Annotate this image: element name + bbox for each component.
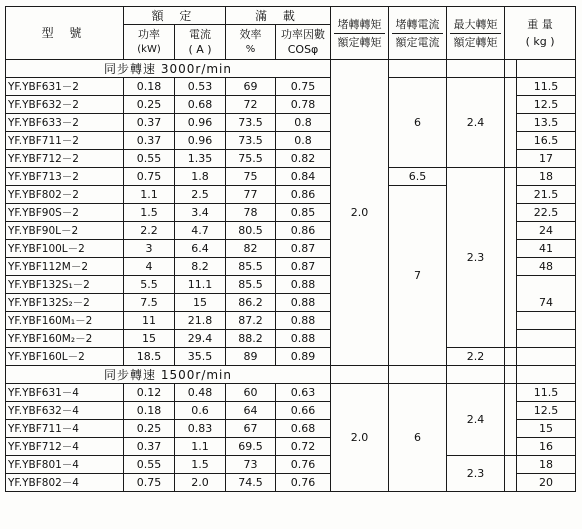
model-cell: YF.YBF632－2 (6, 96, 124, 114)
header-power-factor (276, 25, 331, 60)
blank-cell (505, 186, 517, 204)
header-model: 型 號 (6, 7, 124, 60)
locked-torque-3000: 2.0 (331, 60, 389, 366)
power-factor-cell: 0.76 (276, 456, 331, 474)
power-factor-cell: 0.72 (276, 438, 331, 456)
max-torque-1500-b: 2.3 (447, 456, 505, 492)
blank-cell (505, 204, 517, 222)
power-cell: 1.1 (124, 186, 175, 204)
efficiency-cell: 64 (226, 402, 276, 420)
model-cell: YF.YBF633－2 (6, 114, 124, 132)
model-cell: YF.YBF631－2 (6, 78, 124, 96)
section-title-row (6, 366, 576, 384)
blank-cell (505, 420, 517, 438)
current-cell: 4.7 (175, 222, 226, 240)
power-factor-cell: 0.88 (276, 330, 331, 348)
model-cell: YF.YBF132S₂－2 (6, 294, 124, 312)
weight-cell: 21.5 (517, 186, 576, 204)
power-factor-cell: 0.8 (276, 114, 331, 132)
blank-cell (517, 366, 576, 384)
power-cell: 0.75 (124, 168, 175, 186)
weight-cell: 24 (517, 222, 576, 240)
power-cell: 4 (124, 258, 175, 276)
header-weight-bottom: ( kg ) (525, 35, 555, 48)
current-cell: 1.1 (175, 438, 226, 456)
table-row (6, 384, 576, 402)
power-factor-cell: 0.76 (276, 474, 331, 492)
section-title-3000: 同步轉速 3000r/min (6, 60, 331, 78)
model-cell: YF.YBF632－4 (6, 402, 124, 420)
header-efficiency-unit: % (245, 44, 256, 55)
header-full-load: 滿 載 (226, 7, 331, 25)
locked-current-3000-a: 6 (389, 78, 447, 168)
power-cell: 15 (124, 330, 175, 348)
power-cell: 7.5 (124, 294, 175, 312)
blank-cell (505, 150, 517, 168)
blank-cell (505, 258, 517, 276)
efficiency-cell: 69 (226, 78, 276, 96)
power-cell: 3 (124, 240, 175, 258)
model-cell: YF.YBF90L－2 (6, 222, 124, 240)
power-cell: 0.37 (124, 132, 175, 150)
blank-cell (505, 402, 517, 420)
power-cell: 0.55 (124, 150, 175, 168)
power-cell: 0.25 (124, 96, 175, 114)
current-cell: 0.53 (175, 78, 226, 96)
weight-cell: 48 (517, 258, 576, 276)
blank-cell (505, 456, 517, 474)
efficiency-cell: 82 (226, 240, 276, 258)
header-max-torque (447, 7, 505, 60)
model-cell: YF.YBF801－4 (6, 456, 124, 474)
current-cell: 11.1 (175, 276, 226, 294)
blank-cell (505, 384, 517, 402)
header-power (124, 25, 175, 60)
efficiency-cell: 74.5 (226, 474, 276, 492)
weight-cell: 22.5 (517, 204, 576, 222)
efficiency-cell: 75.5 (226, 150, 276, 168)
model-cell: YF.YBF160L－2 (6, 348, 124, 366)
max-torque-3000-c: 2.2 (447, 348, 505, 366)
efficiency-cell: 72 (226, 96, 276, 114)
current-cell: 8.2 (175, 258, 226, 276)
weight-cell: 17 (517, 150, 576, 168)
efficiency-cell: 73.5 (226, 114, 276, 132)
weight-cell (517, 330, 576, 348)
efficiency-cell: 86.2 (226, 294, 276, 312)
header-locked-current-bottom: 額定電流 (395, 35, 440, 49)
table-row (6, 456, 576, 474)
locked-current-3000-b: 6.5 (389, 168, 447, 186)
table-row (6, 168, 576, 186)
model-cell: YF.YBF132S₁－2 (6, 276, 124, 294)
efficiency-cell: 69.5 (226, 438, 276, 456)
power-cell: 1.5 (124, 204, 175, 222)
power-factor-cell: 0.88 (276, 312, 331, 330)
header-current (175, 25, 226, 60)
blank-cell (505, 132, 517, 150)
blank-cell (505, 78, 517, 96)
power-cell: 0.37 (124, 114, 175, 132)
model-cell: YF.YBF802－4 (6, 474, 124, 492)
power-factor-cell: 0.86 (276, 186, 331, 204)
power-cell: 0.18 (124, 402, 175, 420)
current-cell: 0.96 (175, 132, 226, 150)
locked-current-3000-c: 7 (389, 186, 447, 366)
current-cell: 1.8 (175, 168, 226, 186)
power-factor-cell: 0.88 (276, 294, 331, 312)
blank-cell (505, 294, 517, 312)
weight-cell: 16.5 (517, 132, 576, 150)
header-efficiency (226, 25, 276, 60)
blank-cell (505, 222, 517, 240)
power-factor-cell: 0.88 (276, 276, 331, 294)
weight-cell: 11.5 (517, 384, 576, 402)
model-cell: YF.YBF160M₂－2 (6, 330, 124, 348)
section-title-row (6, 60, 576, 78)
power-factor-cell: 0.84 (276, 168, 331, 186)
blank-cell (505, 330, 517, 348)
power-cell: 0.12 (124, 384, 175, 402)
power-factor-cell: 0.87 (276, 240, 331, 258)
power-cell: 2.2 (124, 222, 175, 240)
power-factor-cell: 0.66 (276, 402, 331, 420)
blank-cell (331, 366, 389, 384)
weight-cell: 15 (517, 420, 576, 438)
blank-cell (447, 366, 505, 384)
blank-cell (517, 60, 576, 78)
header-current-unit: ( A ) (188, 43, 212, 56)
current-cell: 29.4 (175, 330, 226, 348)
power-factor-cell: 0.68 (276, 420, 331, 438)
model-cell: YF.YBF112M－2 (6, 258, 124, 276)
header-row-1 (6, 7, 576, 25)
blank-cell (505, 168, 517, 186)
blank-cell (505, 312, 517, 330)
power-factor-cell: 0.63 (276, 384, 331, 402)
blank-cell (389, 366, 447, 384)
header-max-torque-bottom: 額定轉矩 (453, 35, 498, 49)
current-cell: 21.8 (175, 312, 226, 330)
power-cell: 18.5 (124, 348, 175, 366)
power-cell: 11 (124, 312, 175, 330)
blank-cell (505, 114, 517, 132)
weight-cell: 41 (517, 240, 576, 258)
efficiency-cell: 73 (226, 456, 276, 474)
blank-cell (505, 366, 517, 384)
max-torque-3000-b: 2.3 (447, 168, 505, 348)
current-cell: 0.48 (175, 384, 226, 402)
model-cell: YF.YBF712－2 (6, 150, 124, 168)
model-cell: YF.YBF100L－2 (6, 240, 124, 258)
max-torque-1500-a: 2.4 (447, 384, 505, 456)
current-cell: 15 (175, 294, 226, 312)
model-cell: YF.YBF802－2 (6, 186, 124, 204)
header-locked-current (389, 7, 447, 60)
weight-cell: 16 (517, 438, 576, 456)
weight-cell: 74 (517, 276, 576, 312)
power-cell: 0.55 (124, 456, 175, 474)
efficiency-cell: 80.5 (226, 222, 276, 240)
efficiency-cell: 75 (226, 168, 276, 186)
model-cell: YF.YBF711－4 (6, 420, 124, 438)
header-power-unit: (kW) (137, 44, 161, 55)
weight-cell (517, 312, 576, 330)
current-cell: 3.4 (175, 204, 226, 222)
table-row (6, 348, 576, 366)
power-factor-cell: 0.78 (276, 96, 331, 114)
power-cell: 0.75 (124, 474, 175, 492)
efficiency-cell: 89 (226, 348, 276, 366)
efficiency-cell: 87.2 (226, 312, 276, 330)
model-cell: YF.YBF711－2 (6, 132, 124, 150)
header-power-factor-label: 功率因數 (281, 28, 326, 41)
power-factor-cell: 0.86 (276, 222, 331, 240)
blank-cell (389, 60, 447, 78)
current-cell: 0.96 (175, 114, 226, 132)
blank-cell (505, 276, 517, 294)
power-factor-cell: 0.89 (276, 348, 331, 366)
motor-spec-table (5, 6, 576, 492)
blank-cell (505, 240, 517, 258)
power-factor-cell: 0.87 (276, 258, 331, 276)
weight-cell: 13.5 (517, 114, 576, 132)
power-factor-cell: 0.82 (276, 150, 331, 168)
efficiency-cell: 67 (226, 420, 276, 438)
weight-cell: 11.5 (517, 78, 576, 96)
header-locked-torque-top: 堵轉轉矩 (334, 16, 385, 34)
current-cell: 35.5 (175, 348, 226, 366)
section-title-1500: 同步轉速 1500r/min (6, 366, 331, 384)
weight-cell: 18 (517, 456, 576, 474)
header-power-factor-unit: COSφ (287, 43, 319, 56)
current-cell: 1.35 (175, 150, 226, 168)
current-cell: 2.0 (175, 474, 226, 492)
power-cell: 0.25 (124, 420, 175, 438)
header-rated: 額 定 (124, 7, 226, 25)
header-current-label: 電流 (189, 28, 211, 41)
blank-cell (505, 474, 517, 492)
model-cell: YF.YBF90S－2 (6, 204, 124, 222)
header-locked-current-top: 堵轉電流 (392, 16, 443, 34)
weight-cell: 18 (517, 168, 576, 186)
current-cell: 1.5 (175, 456, 226, 474)
efficiency-cell: 77 (226, 186, 276, 204)
locked-torque-1500: 2.0 (331, 384, 389, 492)
max-torque-3000-a: 2.4 (447, 78, 505, 168)
efficiency-cell: 88.2 (226, 330, 276, 348)
blank-cell (505, 60, 517, 78)
locked-current-1500: 6 (389, 384, 447, 492)
header-weight-top: 重 量 (527, 18, 553, 31)
power-cell: 0.18 (124, 78, 175, 96)
model-cell: YF.YBF160M₁－2 (6, 312, 124, 330)
power-cell: 0.37 (124, 438, 175, 456)
weight-cell: 20 (517, 474, 576, 492)
blank-cell (447, 60, 505, 78)
blank-cell (505, 348, 517, 366)
model-cell: YF.YBF631－4 (6, 384, 124, 402)
blank-cell (505, 438, 517, 456)
header-max-torque-top: 最大轉矩 (450, 16, 501, 34)
header-locked-torque-bottom: 額定轉矩 (337, 35, 382, 49)
power-cell: 5.5 (124, 276, 175, 294)
current-cell: 0.68 (175, 96, 226, 114)
power-factor-cell: 0.8 (276, 132, 331, 150)
header-locked-torque (331, 7, 389, 60)
current-cell: 2.5 (175, 186, 226, 204)
efficiency-cell: 73.5 (226, 132, 276, 150)
power-factor-cell: 0.85 (276, 204, 331, 222)
model-cell: YF.YBF712－4 (6, 438, 124, 456)
table-row (6, 78, 576, 96)
efficiency-cell: 78 (226, 204, 276, 222)
efficiency-cell: 85.5 (226, 276, 276, 294)
model-cell: YF.YBF713－2 (6, 168, 124, 186)
header-weight (505, 7, 576, 60)
weight-cell: 12.5 (517, 402, 576, 420)
current-cell: 6.4 (175, 240, 226, 258)
blank-cell (505, 96, 517, 114)
power-factor-cell: 0.75 (276, 78, 331, 96)
current-cell: 0.83 (175, 420, 226, 438)
efficiency-cell: 60 (226, 384, 276, 402)
efficiency-cell: 85.5 (226, 258, 276, 276)
header-power-label: 功率 (138, 28, 160, 41)
weight-cell (517, 348, 576, 366)
header-efficiency-label: 效率 (239, 28, 262, 41)
current-cell: 0.6 (175, 402, 226, 420)
weight-cell: 12.5 (517, 96, 576, 114)
